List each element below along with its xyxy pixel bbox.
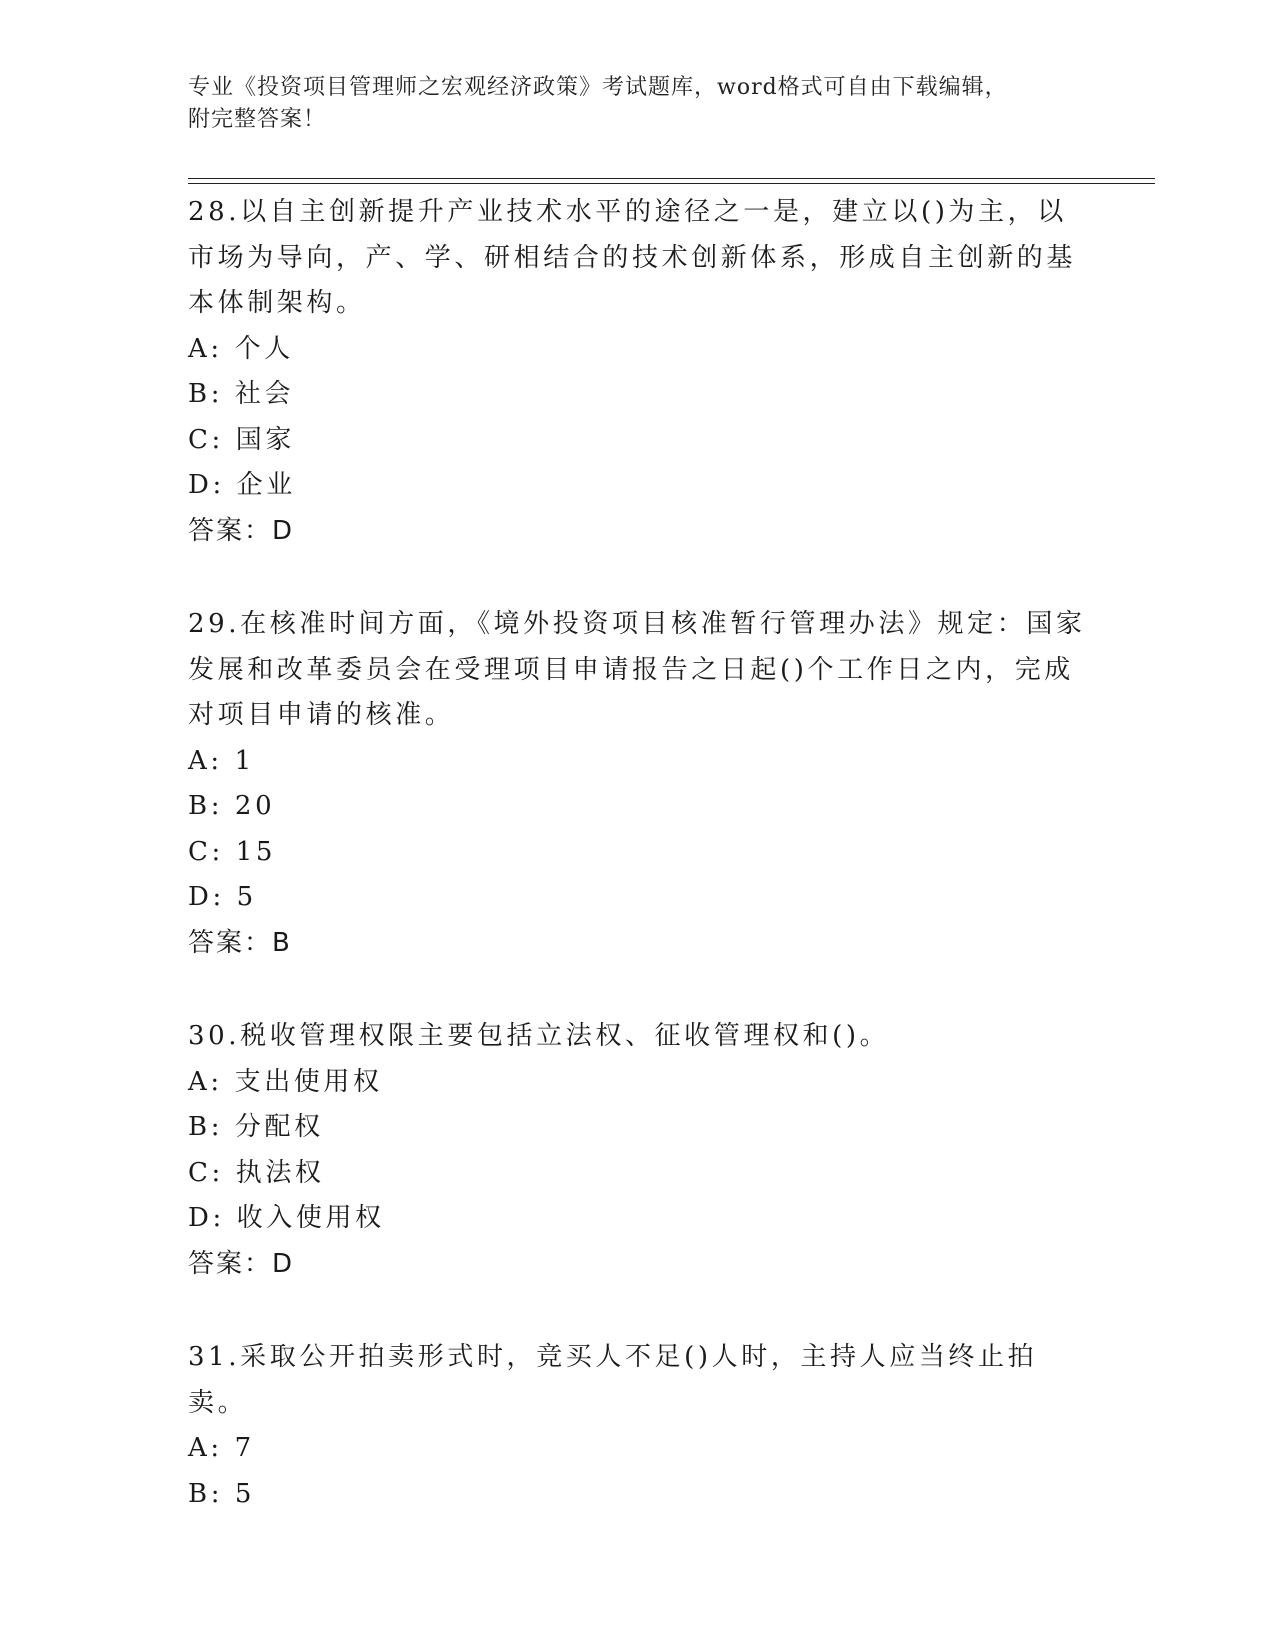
option-d: D: 企业 [188, 470, 296, 500]
header-line-1: 专业《投资项目管理师之宏观经济政策》考试题库，word格式可自由下载编辑， [188, 75, 1008, 100]
question-text: 30.税收管理权限主要包括立法权、征收管理权和()。 [188, 1021, 890, 1051]
option-b: B: 社会 [188, 379, 295, 409]
option-d: D: 5 [188, 882, 257, 912]
question-text: 28.以自主创新提升产业技术水平的途径之一是，建立以()为主，以市场为导向，产、学、研相结合的技术创新体系，形成自主创新的基本体制架构。 [188, 197, 1077, 318]
answer: 答案：D [188, 515, 295, 546]
question-31 [188, 1335, 1088, 1517]
option-a: A: 个人 [188, 333, 294, 364]
question-29 [188, 602, 1088, 966]
option-c: C: 15 [188, 836, 277, 867]
option-a: A: 1 [188, 745, 255, 776]
answer: 答案：B [188, 927, 292, 958]
answer: 答案：D [188, 1248, 295, 1279]
question-28 [188, 190, 1088, 554]
option-b: B: 分配权 [188, 1112, 324, 1142]
option-b: B: 5 [188, 1478, 256, 1509]
header-divider [188, 178, 1155, 184]
question-text: 31.采取公开拍卖形式时，竞买人不足()人时，主持人应当终止拍卖。 [188, 1342, 1038, 1418]
header-line-2: 附完整答案！ [188, 107, 327, 132]
option-c: C: 国家 [188, 424, 295, 455]
option-b: B: 20 [188, 791, 276, 821]
question-text: 29.在核准时间方面，《境外投资项目核准暂行管理办法》规定：国家发展和改革委员会在受理项目申请报告之日起()个工作日之内，完成对项目申请的核准。 [188, 609, 1086, 730]
option-c: C: 执法权 [188, 1157, 325, 1188]
option-a: A: 支出使用权 [188, 1066, 383, 1097]
question-list [188, 190, 1088, 1565]
option-a: A: 7 [188, 1433, 255, 1463]
question-30 [188, 1014, 1088, 1287]
document-header [188, 72, 1088, 136]
option-d: D: 收入使用权 [188, 1203, 385, 1233]
